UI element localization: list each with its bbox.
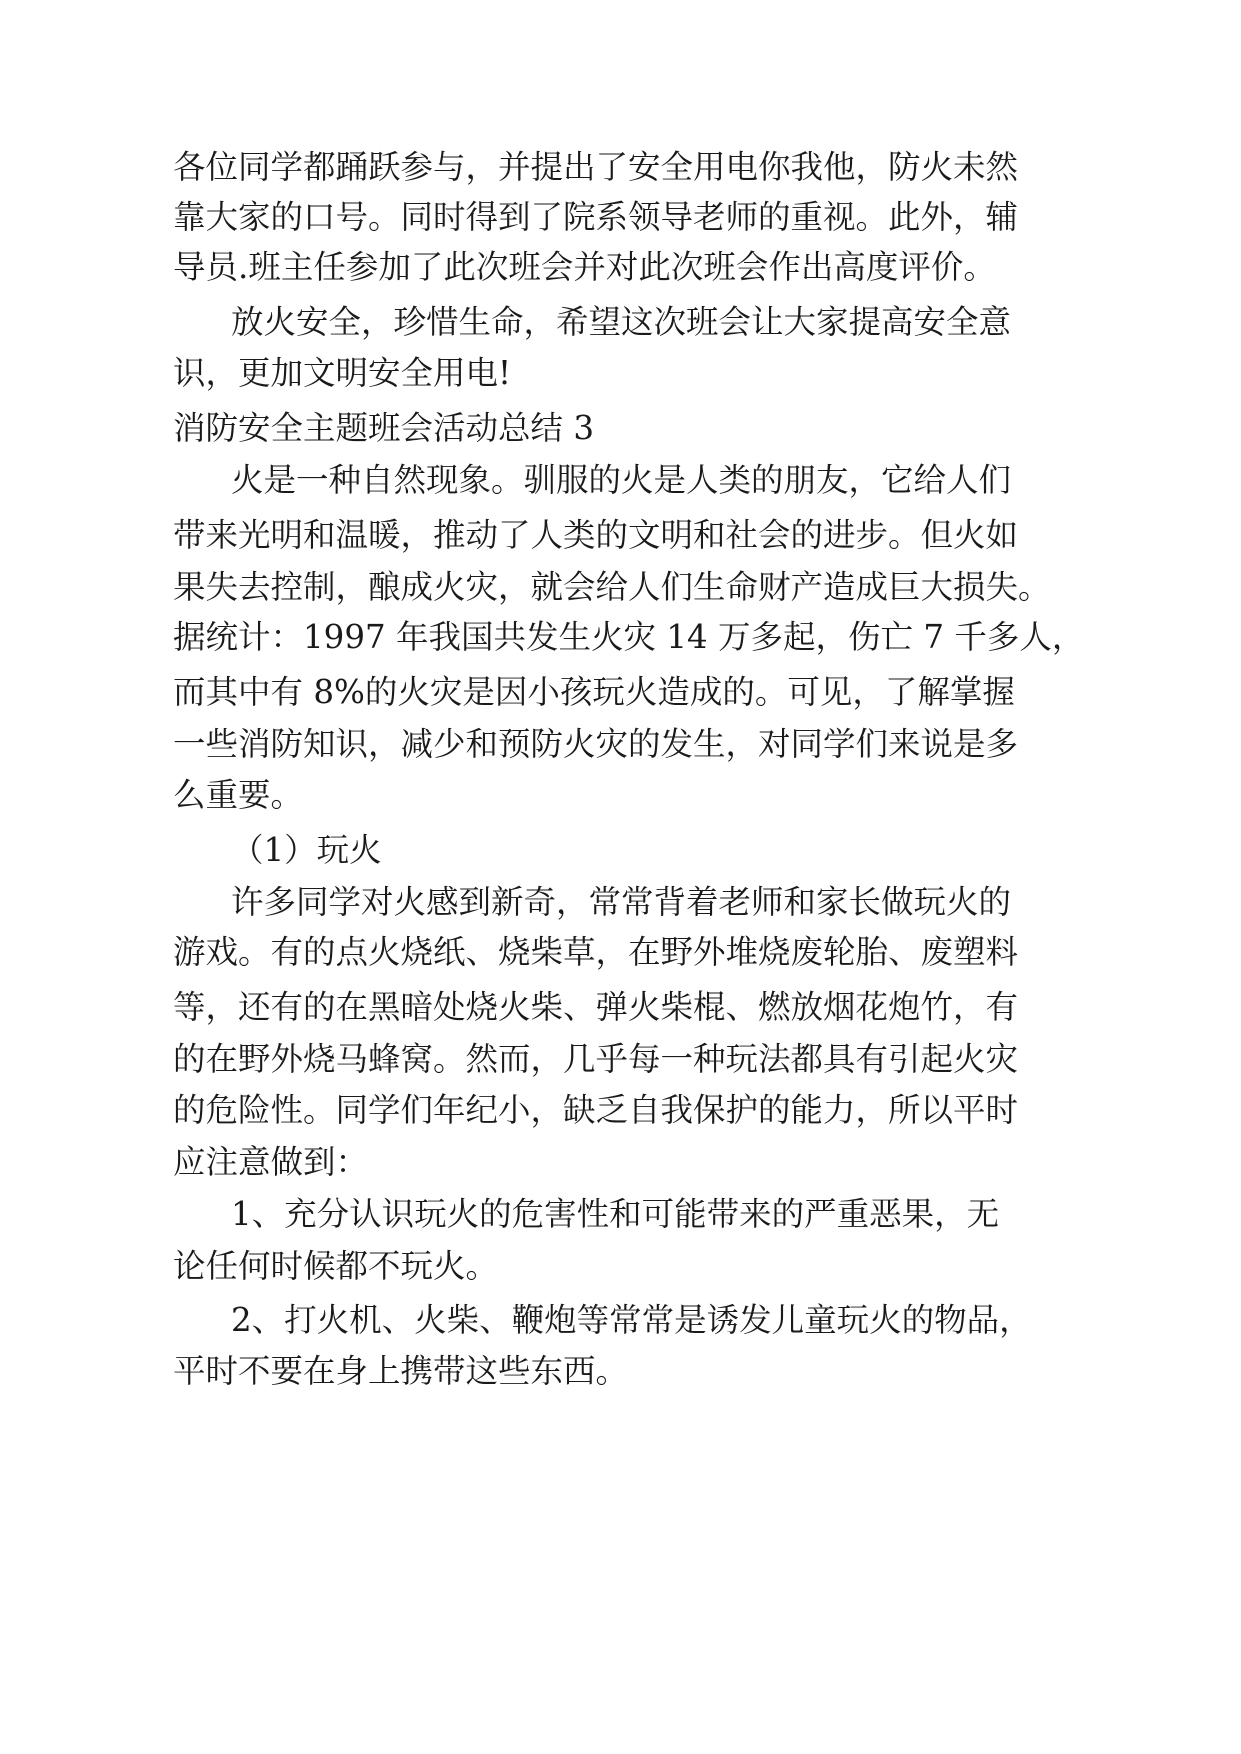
text-line: 各位同学都踊跃参与，并提出了安全用电你我他，防火未然 xyxy=(173,148,1019,186)
text-line: 靠大家的口号。同时得到了院系领导老师的重视。此外，辅 xyxy=(173,198,1019,236)
list-item: 2、打火机、火柴、鞭炮等常常是诱发儿童玩火的物品， xyxy=(231,1301,1032,1339)
text-line: 导员.班主任参加了此次班会并对此次班会作出高度评价。 xyxy=(173,248,996,286)
subsection-heading: （1）玩火 xyxy=(231,831,382,869)
text-line: 火是一种自然现象。驯服的火是人类的朋友，它给人们 xyxy=(231,461,1012,499)
text-line: 应注意做到： xyxy=(173,1143,369,1181)
text-line: 识，更加文明安全用电! xyxy=(173,354,512,392)
text-line: 而其中有 8%的火灾是因小孩玩火造成的。可见，了解掌握 xyxy=(173,673,1015,711)
list-item: 1、充分认识玩火的危害性和可能带来的严重恶果，无 xyxy=(231,1195,1000,1233)
text-line: 么重要。 xyxy=(173,776,304,814)
text-line: 带来光明和温暖，推动了人类的文明和社会的进步。但火如 xyxy=(173,516,1019,554)
text-line: 放火安全，珍惜生命，希望这次班会让大家提高安全意 xyxy=(231,303,1012,341)
text-line: 果失去控制，酿成火灾，就会给人们生命财产造成巨大损失。 xyxy=(173,568,1051,606)
text-line: 游戏。有的点火烧纸、烧柴草，在野外堆烧废轮胎、废塑料 xyxy=(173,933,1019,971)
text-line: 论任何时候都不玩火。 xyxy=(173,1247,499,1285)
text-line: 等，还有的在黑暗处烧火柴、弹火柴棍、燃放烟花炮竹，有 xyxy=(173,988,1019,1026)
text-line: 据统计：1997 年我国共发生火灾 14 万多起，伤亡 7 千多人， xyxy=(173,618,1085,656)
text-line: 平时不要在身上携带这些东西。 xyxy=(173,1352,629,1390)
text-line: 许多同学对火感到新奇，常常背着老师和家长做玩火的 xyxy=(231,883,1012,921)
text-line: 一些消防知识，减少和预防火灾的发生，对同学们来说是多 xyxy=(173,725,1019,763)
text-line: 的在野外烧马蜂窝。然而，几乎每一种玩法都具有引起火灾 xyxy=(173,1040,1019,1078)
text-line: 的危险性。同学们年纪小，缺乏自我保护的能力，所以平时 xyxy=(173,1091,1019,1129)
section-heading: 消防安全主题班会活动总结 3 xyxy=(173,409,595,447)
